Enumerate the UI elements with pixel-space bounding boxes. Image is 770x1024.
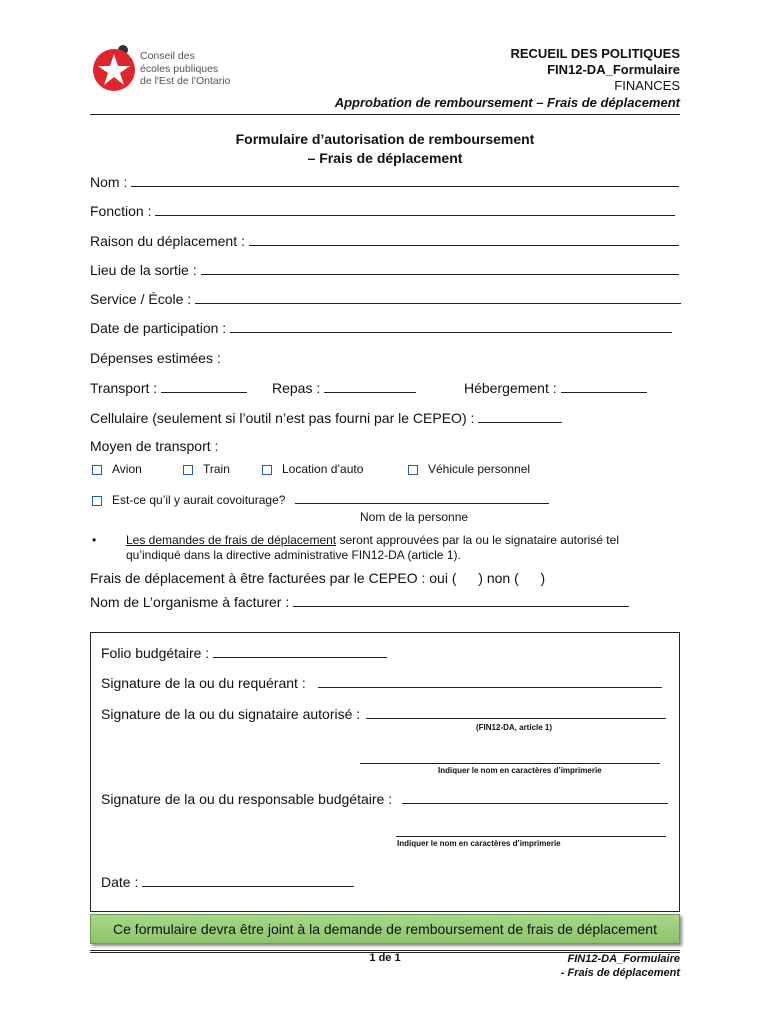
note-line-1 — [126, 533, 619, 547]
covoiturage-field[interactable] — [295, 493, 549, 504]
option-location[interactable] — [262, 462, 363, 476]
note-link[interactable]: Les demandes de frais de déplacement — [126, 533, 337, 547]
hebergement-row — [464, 380, 647, 396]
logo-line-1: Conseil des — [140, 50, 195, 62]
footer-rule — [90, 950, 680, 951]
transport-row — [90, 380, 247, 396]
cellulaire-label: Cellulaire (seulement si l’outil n’est pas fourni par le CEPEO) : — [90, 410, 475, 426]
nom-field[interactable] — [131, 174, 679, 187]
fonction-row — [90, 203, 675, 219]
requerant-row — [101, 675, 662, 691]
vehicule-label: Véhicule personnel — [428, 462, 531, 476]
form-title-line-2: – Frais de déplacement — [307, 150, 463, 166]
folio-field[interactable] — [213, 645, 387, 658]
form-title-line-1: Formulaire d’autorisation de remboursement — [235, 131, 535, 147]
transport-label: Transport : — [90, 380, 158, 396]
header-subject: Approbation de remboursement – Frais de déplacement — [334, 95, 680, 110]
responsable-label: Signature de la ou du responsable budgétaire : — [101, 791, 393, 807]
train-label: Train — [203, 462, 230, 476]
imprimerie-caption-2: Indiquer le nom en caractères d’imprimerie — [397, 839, 561, 848]
date-label: Date : — [101, 874, 139, 890]
lieu-row — [90, 262, 679, 278]
folio-label: Folio budgétaire : — [101, 645, 210, 661]
transport-field[interactable] — [161, 380, 247, 393]
date-field[interactable] — [142, 874, 354, 887]
service-field[interactable] — [195, 291, 681, 304]
date-participation-field[interactable] — [230, 320, 672, 333]
organisme-row — [90, 594, 629, 610]
facture-row — [90, 570, 545, 586]
cellulaire-field[interactable] — [478, 410, 562, 423]
organisme-field[interactable] — [293, 594, 629, 607]
option-train[interactable] — [183, 462, 230, 476]
logo-text — [140, 50, 230, 88]
date-participation-row — [90, 320, 672, 336]
nom-row — [90, 174, 679, 190]
header-section: FINANCES — [614, 78, 680, 93]
cellulaire-row — [90, 410, 562, 426]
hebergement-label: Hébergement : — [464, 380, 557, 396]
logo-line-3: de l'Est de l'Ontario — [140, 75, 231, 87]
signataire-print-name-field[interactable] — [360, 763, 660, 764]
footer-ref-line-2: - Frais de déplacement — [560, 967, 680, 979]
notice-banner: Ce formulaire devra être joint à la demande de remboursement de frais de déplacement — [90, 914, 680, 944]
facture-mid: ) non ( — [478, 570, 519, 586]
responsable-print-name-field[interactable] — [396, 836, 666, 837]
footer-reference — [561, 952, 680, 980]
note-bullet: • — [92, 533, 97, 547]
covoiturage-caption: Nom de la personne — [360, 510, 469, 524]
facture-label: Frais de déplacement à être facturées par le CEPEO : oui ( — [90, 570, 457, 586]
signataire-note: (FIN12-DA, article 1) — [476, 723, 553, 732]
hebergement-field[interactable] — [561, 380, 647, 393]
covoiturage-row — [92, 493, 549, 507]
signataire-label: Signature de la ou du signataire autorisé : — [101, 706, 361, 722]
train-checkbox[interactable] — [183, 465, 193, 475]
location-label: Location d’auto — [282, 462, 364, 476]
requerant-signature-field[interactable] — [318, 675, 662, 688]
signataire-signature-field[interactable] — [366, 706, 666, 719]
fonction-label: Fonction : — [90, 203, 152, 219]
organisme-label: Nom de L’organisme à facturer : — [90, 594, 290, 610]
lieu-field[interactable] — [201, 262, 679, 275]
raison-row — [90, 233, 679, 249]
repas-field[interactable] — [324, 380, 416, 393]
location-checkbox[interactable] — [262, 465, 272, 475]
responsable-row — [101, 791, 668, 807]
repas-row — [272, 380, 416, 396]
note-text: seront approuvées par la ou le signataire autorisé tel — [336, 533, 619, 547]
facture-end: ) — [540, 570, 546, 586]
header-rule — [90, 114, 680, 115]
vehicule-checkbox[interactable] — [408, 465, 418, 475]
date-row — [101, 874, 354, 890]
avion-checkbox[interactable] — [92, 465, 102, 475]
raison-field[interactable] — [249, 233, 679, 246]
requerant-label: Signature de la ou du requérant : — [101, 675, 306, 691]
footer-ref-line-1: FIN12-DA_Formulaire — [567, 953, 680, 965]
logo-line-2: écoles publiques — [140, 62, 219, 75]
header-recueil: RECUEIL DES POLITIQUES — [510, 46, 680, 61]
moyen-transport-label: Moyen de transport : — [90, 438, 219, 454]
imprimerie-caption-1: Indiquer le nom en caractères d’imprimerie — [438, 766, 602, 775]
option-vehicule[interactable] — [408, 462, 530, 476]
folio-row — [101, 645, 387, 661]
avion-label: Avion — [112, 462, 142, 476]
service-label: Service / École : — [90, 291, 192, 307]
fonction-field[interactable] — [155, 203, 675, 216]
nom-label: Nom : — [90, 174, 128, 190]
logo-star-icon — [90, 44, 138, 96]
service-row — [90, 291, 681, 307]
footer-page: 1 de 1 — [369, 952, 401, 964]
header-code: FIN12-DA_Formulaire — [547, 62, 680, 77]
depenses-label: Dépenses estimées : — [90, 350, 221, 366]
repas-label: Repas : — [272, 380, 321, 396]
date-participation-label: Date de participation : — [90, 320, 227, 336]
responsable-signature-field[interactable] — [402, 791, 668, 804]
covoiturage-checkbox[interactable] — [92, 496, 102, 506]
raison-label: Raison du déplacement : — [90, 233, 245, 249]
option-avion[interactable] — [92, 462, 142, 476]
covoiturage-label: Est-ce qu’il y aurait covoiturage? — [112, 493, 286, 507]
signataire-row — [101, 706, 666, 722]
lieu-label: Lieu de la sortie : — [90, 262, 197, 278]
note-line-2: qu’indiqué dans la directive administrative FIN12-DA (article 1). — [126, 548, 461, 562]
